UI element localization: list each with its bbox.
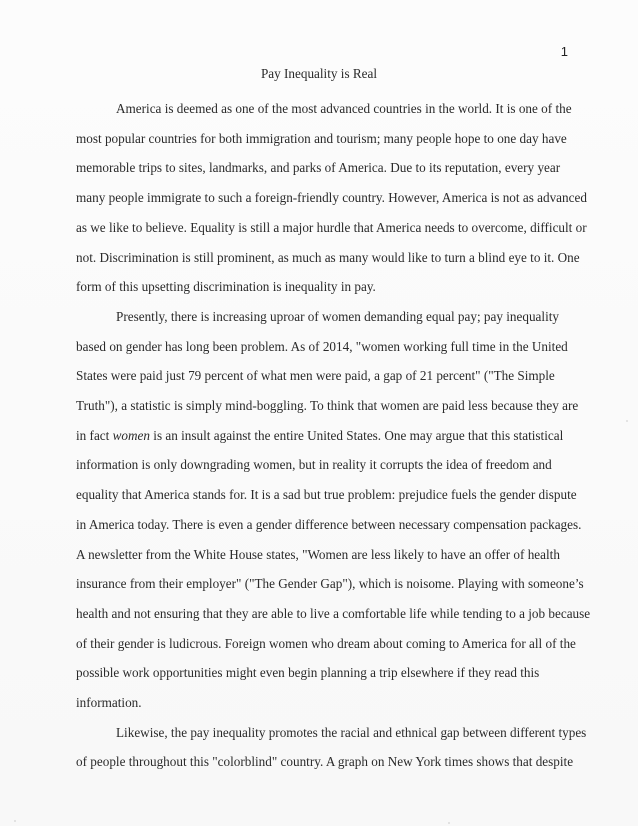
text-line: based on gender has long been problem. As of 2014, "women working full time in the United (76, 338, 568, 354)
text-line: States were paid just 79 percent of what men were paid, a gap of 21 percent" ("The Simple (76, 368, 555, 384)
text-line: form of this upsetting discrimination is inequality in pay. (76, 279, 376, 295)
body-text (76, 94, 591, 777)
text-line: equality that America stands for. It is a sad but true problem: prejudice fuels the gender dispute (76, 487, 577, 503)
text-line: in fact women is an insult against the entire United States. One may argue that this statistical (76, 427, 564, 443)
text-line: insurance from their employer" ("The Gender Gap"), which is noisome. Playing with someone’s (76, 576, 584, 592)
text-line: as we like to believe. Equality is still a major hurdle that America needs to overcome, difficult or (76, 219, 587, 235)
paragraph (76, 718, 587, 777)
scan-speck (14, 820, 16, 822)
text-line: Likewise, the pay inequality promotes the racial and ethnical gap between different types (116, 724, 587, 740)
text-line: most popular countries for both immigration and tourism; many people hope to one day have (76, 130, 567, 146)
paragraph (76, 94, 587, 302)
paragraph (76, 302, 591, 718)
text-line: health and not ensuring that they are able to live a comfortable life while tending to a job because (76, 605, 591, 621)
text-line: A newsletter from the White House states, "Women are less likely to have an offer of health (76, 546, 560, 562)
text-line: many people immigrate to such a foreign-friendly country. However, America is not as advanced (76, 190, 587, 206)
text-line: Truth"), a statistic is simply mind-boggling. To think that women are paid less because they are (76, 398, 579, 414)
text-line: information is only downgrading women, but in reality it corrupts the idea of freedom and (76, 457, 552, 473)
scan-speck (448, 822, 450, 824)
text-line: in America today. There is even a gender difference between necessary compensation packages. (76, 516, 582, 532)
page-title: Pay Inequality is Real (260, 66, 378, 81)
text-line: not. Discrimination is still prominent, as much as many would like to turn a blind eye to it. One (76, 249, 580, 265)
text-line: possible work opportunities might even begin planning a trip elsewhere if they read this (76, 665, 540, 681)
page-number: 1 (560, 44, 568, 59)
text-line: of their gender is ludicrous. Foreign women who dream about coming to America for all of the (76, 635, 576, 651)
text-line: America is deemed as one of the most advanced countries in the world. It is one of the (116, 101, 572, 116)
text-line: Presently, there is increasing uproar of women demanding equal pay; pay inequality (116, 308, 559, 324)
text-line: information. (76, 695, 142, 711)
text-line: memorable trips to sites, landmarks, and parks of America. Due to its reputation, every year (76, 160, 561, 176)
scan-speck (626, 420, 628, 422)
text-line: of people throughout this "colorblind" country. A graph on New York times shows that despite (76, 754, 574, 770)
